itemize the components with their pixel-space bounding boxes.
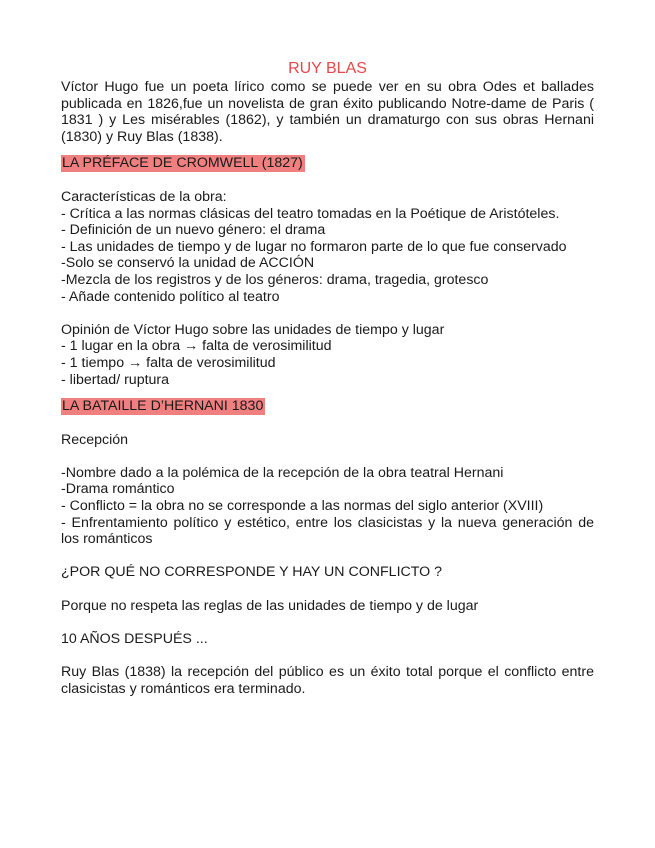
intro-paragraph: Víctor Hugo fue un poeta lírico como se puede ver en su obra Odes et ballades publicada en 1826,fue un novelista de gran éxito publicando Notre-dame de Paris ( 1831 ) y Les misérables (1862), y también un dramaturgo con sus obras Hernani (1830) y Ruy Blas (1838).: [61, 79, 594, 145]
answer-text: Porque no respeta las reglas de las unidades de tiempo y de lugar: [61, 597, 479, 614]
feature-item: - Las unidades de tiempo y de lugar no formaron parte de lo que fue conservado: [61, 238, 567, 255]
feature-item: - Añade contenido político al teatro: [61, 288, 280, 305]
reception-item: - Conflicto = la obra no se corresponde a las normas del siglo anterior (XVIII): [61, 498, 544, 515]
reception-item: - Enfrentamiento político y estético, entre los clasicistas y la nueva generación de los románticos: [61, 514, 594, 548]
reception-item: -Drama romántico: [61, 481, 175, 498]
opinion-item: - 1 tiempo → falta de verosimilitud: [61, 354, 276, 371]
opinion-item: - libertad/ ruptura: [61, 371, 170, 388]
feature-item: - Crítica a las normas clásicas del teatro tomadas en la Poétique de Aristóteles.: [61, 205, 560, 222]
features-block: [61, 189, 594, 305]
opinion-title: Opinión de Víctor Hugo sobre las unidades de tiempo y lugar: [61, 321, 445, 338]
feature-item: - Definición de un nuevo género: el drama: [61, 222, 326, 239]
features-title: Características de la obra:: [61, 188, 227, 205]
reception-block: [61, 465, 594, 548]
feature-item: -Solo se conservó la unidad de ACCIÓN: [61, 255, 315, 272]
section-heading-hernani: LA BATAILLE D’HERNANI 1830: [62, 398, 264, 415]
document-page: [61, 60, 594, 697]
conclusion-paragraph: Ruy Blas (1838) la recepción del público es un éxito total porque el conflicto entre clasicistas y románticos era terminado.: [61, 664, 594, 697]
reception-title: Recepción: [61, 431, 129, 448]
opinion-item: - 1 lugar en la obra → falta de verosimilitud: [61, 338, 332, 355]
document-title: RUY BLAS: [288, 60, 367, 77]
reception-item: -Nombre dado a la polémica de la recepción de la obra teatral Hernani: [61, 464, 504, 481]
later-heading: 10 AÑOS DESPUÉS ...: [61, 630, 208, 647]
question-heading: ¿POR QUÉ NO CORRESPONDE Y HAY UN CONFLICTO ?: [61, 564, 443, 581]
feature-item: -Mezcla de los registros y de los géneros: drama, tragedia, grotesco: [61, 271, 489, 288]
section-heading-prefacio: LA PRÉFACE DE CROMWELL (1827): [62, 155, 303, 172]
opinion-block: [61, 322, 594, 388]
